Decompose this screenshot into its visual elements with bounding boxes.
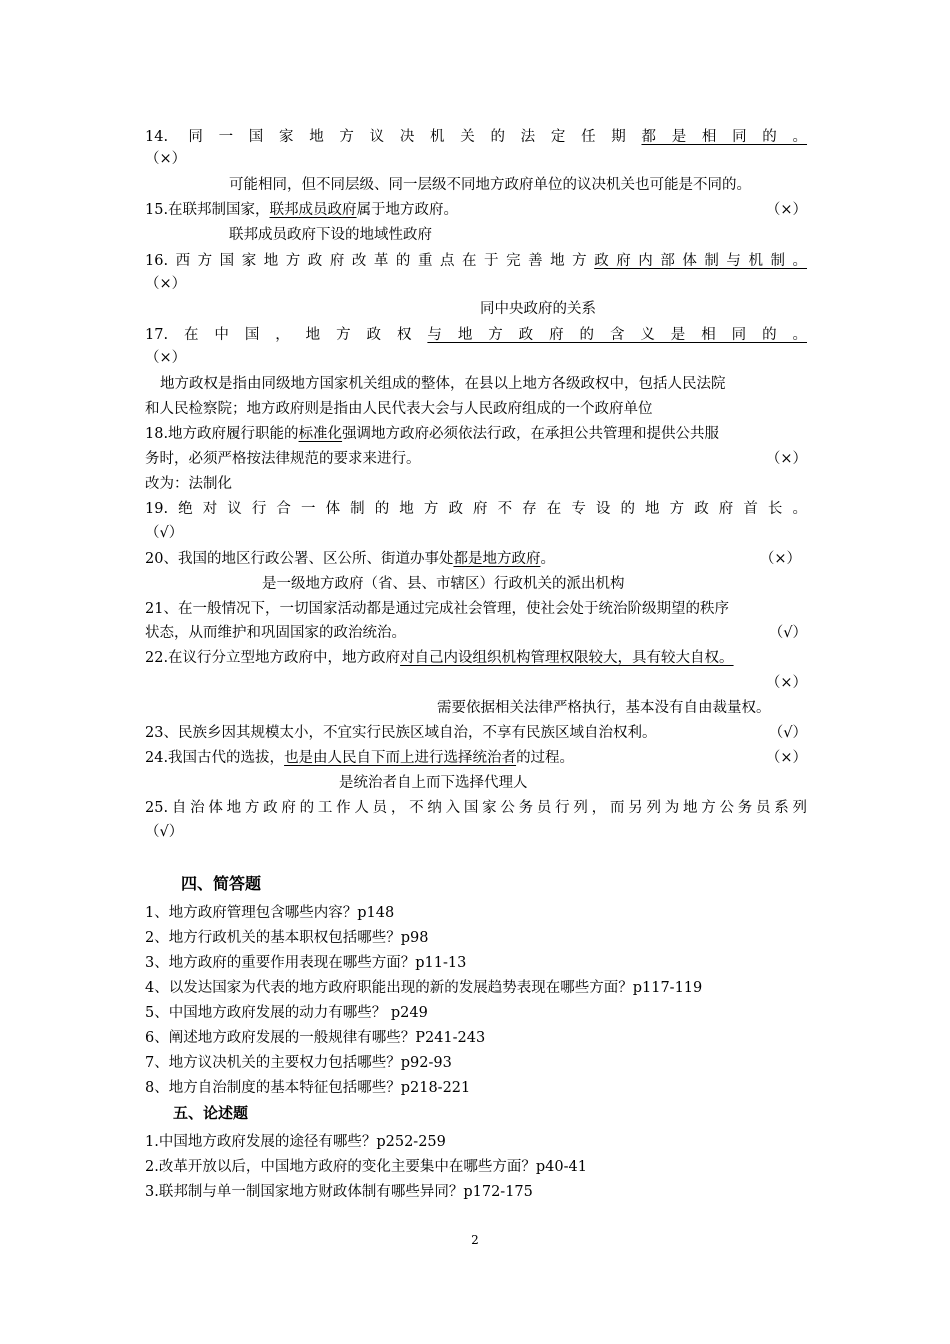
short-answer-item: 1、地方政府管理包含哪些内容？p148 bbox=[145, 905, 395, 921]
q23-mark: （√） bbox=[768, 725, 807, 741]
q14-mark: （×） bbox=[145, 151, 187, 167]
q24-mark: （×） bbox=[765, 750, 807, 766]
q20-correction: 是一级地方政府（省、县、市辖区）行政机关的派出机构 bbox=[262, 576, 625, 592]
q22-statement: 22.在议行分立型地方政府中，地方政府对自己内设组织机构管理权限较大，具有较大自权。 bbox=[145, 650, 734, 666]
page-number: 2 bbox=[471, 1233, 479, 1247]
q19-statement: 19.绝对议行合一体制的地方政府不存在专设的地方政府首长。 bbox=[145, 501, 807, 517]
q16-correction: 同中央政府的关系 bbox=[480, 301, 596, 317]
q21-line2: 状态，从而维护和巩固国家的政治统治。 （√） bbox=[145, 622, 807, 644]
q15-correction: 联邦成员政府下设的地域性政府 bbox=[229, 227, 432, 243]
q15-mark: （×） bbox=[765, 202, 807, 218]
q19-mark: （√） bbox=[145, 525, 184, 541]
q18-mark: （×） bbox=[765, 451, 807, 467]
q14-underlined: 都是相同的。 bbox=[641, 129, 808, 145]
q23-statement: 23、民族乡因其规模太小，不宜实行民族区域自治，不享有民族区域自治权利。 （√） bbox=[145, 722, 807, 744]
q20-mark: （×） bbox=[759, 551, 801, 567]
essay-item: 1.中国地方政府发展的途径有哪些？p252-259 bbox=[145, 1134, 446, 1150]
q25-mark: （√） bbox=[145, 824, 184, 840]
q17-correction-2: 和人民检察院；地方政府则是指由人民代表大会与人民政府组成的一个政府单位 bbox=[145, 401, 653, 417]
q14-statement: 14. 同一国家地方议决机关的法定任期都是相同的。 bbox=[145, 129, 808, 145]
q18-line2: 务时，必须严格按法律规范的要求来进行。 （×） bbox=[145, 448, 807, 470]
short-answer-item: 2、地方行政机关的基本职权包括哪些？p98 bbox=[145, 930, 429, 946]
q18-correction: 改为：法制化 bbox=[145, 476, 232, 492]
essay-item: 2.改革开放以后，中国地方政府的变化主要集中在哪些方面？p40-41 bbox=[145, 1159, 587, 1175]
q24-statement: 24.我国古代的选拔，也是由人民自下而上进行选择统治者的过程。 （×） bbox=[145, 747, 807, 769]
q16-mark: （×） bbox=[145, 276, 187, 292]
short-answer-item: 4、以发达国家为代表的地方政府职能出现的新的发展趋势表现在哪些方面？p117-119 bbox=[145, 980, 703, 996]
q16-statement: 16.西方国家地方政府改革的重点在于完善地方政府内部体制与机制。 bbox=[145, 253, 808, 269]
q22-mark-line bbox=[145, 672, 807, 694]
short-answer-heading: 四、简答题 bbox=[181, 874, 262, 893]
q15-statement: 15.在联邦制国家，联邦成员政府属于地方政府。 （×） bbox=[145, 199, 807, 221]
short-answer-item: 3、地方政府的重要作用表现在哪些方面？p11-13 bbox=[145, 955, 467, 971]
short-answer-item: 6、阐述地方政府发展的一般规律有哪些？P241-243 bbox=[145, 1030, 486, 1046]
short-answer-item: 8、地方自治制度的基本特征包括哪些？p218-221 bbox=[145, 1080, 471, 1096]
short-answer-item: 7、地方议决机关的主要权力包括哪些？p92-93 bbox=[145, 1055, 452, 1071]
essay-heading: 五、论述题 bbox=[173, 1104, 249, 1122]
q22-mark: （×） bbox=[765, 675, 807, 691]
q17-statement: 17.在中国，地方政权与地方政府的含义是相同的。 bbox=[145, 327, 807, 343]
q18-statement: 18.地方政府履行职能的标准化强调地方政府必须依法行政，在承担公共管理和提供公共服 bbox=[145, 426, 720, 442]
q17-correction-1: 地方政权是指由同级地方国家机关组成的整体，在县以上地方各级政权中，包括人民法院 bbox=[160, 376, 726, 392]
essay-item: 3.联邦制与单一制国家地方财政体制有哪些异同？p172-175 bbox=[145, 1184, 533, 1200]
q22-correction: 需要依据相关法律严格执行，基本没有自由裁量权。 bbox=[437, 700, 771, 716]
q20-statement: 20、我国的地区行政公署、区公所、街道办事处都是地方政府。 （×） bbox=[145, 548, 807, 570]
q14-correction: 可能相同，但不同层级、同一层级不同地方政府单位的议决机关也可能是不同的。 bbox=[229, 177, 751, 193]
q24-correction: 是统治者自上而下选择代理人 bbox=[339, 775, 528, 791]
q21-mark: （√） bbox=[768, 625, 807, 641]
q21-line1: 21、在一般情况下，一切国家活动都是通过完成社会管理，使社会处于统治阶级期望的秩序 bbox=[145, 601, 729, 617]
short-answer-item: 5、中国地方政府发展的动力有哪些？ p249 bbox=[145, 1005, 428, 1021]
q25-statement: 25.自治体地方政府的工作人员，不纳入国家公务员行列，而另列为地方公务员系列 bbox=[145, 800, 807, 816]
q17-mark: （×） bbox=[145, 350, 187, 366]
